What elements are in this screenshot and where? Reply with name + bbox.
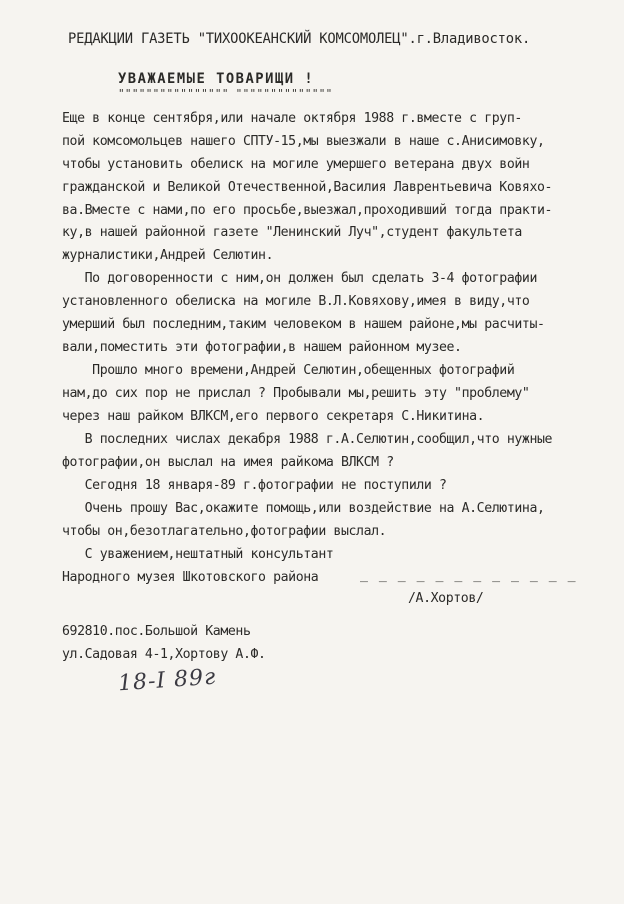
body-line: фотографии,он выслал на имея райкома ВЛКСМ ? — [62, 455, 394, 470]
sender-address-line: 692810.пос.Большой Камень — [62, 624, 251, 639]
sender-address-line: ул.Садовая 4-1,Хортову А.Ф. — [62, 647, 266, 662]
body-line: чтобы установить обелиск на могиле умершего ветерана двух войн — [62, 157, 530, 172]
signature-name: /А.Хортов/ — [408, 591, 484, 606]
addressee-header: РЕДАКЦИИ ГАЗЕТЬ "ТИХООКЕАНСКИЙ КОМСОМОЛЕЦ".г.Владивосток. — [68, 31, 531, 47]
body-line: ку,в нашей районной газете "Ленинский Луч",студент факультета — [62, 225, 522, 240]
body-line: журналистики,Андрей Селютин. — [62, 248, 274, 263]
body-line: пой комсомольцев нашего СПТУ-15,мы выезжали в наше с.Анисимовку, — [62, 134, 545, 149]
body-line: Еще в конце сентября,или начале октября 1988 г.вместе с груп- — [62, 111, 522, 126]
body-line: через наш райком ВЛКСМ,его первого секретаря С.Никитина. — [62, 409, 485, 424]
body-line: По договоренности с ним,он должен был сделать 3-4 фотографии — [62, 271, 537, 286]
body-line: Сегодня 18 января-89 г.фотографии не поступили ? — [62, 478, 447, 493]
body-line: гражданской и Великой Отечественной,Василия Лаврентьевича Ковяхо- — [62, 180, 553, 195]
museum-line: Народного музея Шкотовского района — [62, 570, 319, 585]
greeting: УВАЖАЕМЫЕ ТОВАРИЩИ ! — [118, 71, 315, 87]
body-line: ва.Вместе с нами,по его просьбе,выезжал,проходивший тогда практи- — [62, 203, 553, 218]
greeting-underline: """""""""""""""" """""""""""""" — [118, 87, 333, 100]
body-line: нам,до сих пор не прислал ? Пробывали мы,решить эту "проблему" — [62, 386, 530, 401]
handwritten-date-note: 18-I 89г — [117, 664, 217, 697]
body-line: чтобы он,безотлагательно,фотографии выслал. — [62, 524, 387, 539]
body-line: умерший был последним,таким человеком в нашем районе,мы расчиты- — [62, 317, 545, 332]
body-line: вали,поместить эти фотографии,в нашем районном музее. — [62, 340, 462, 355]
body-line: В последних числах декабря 1988 г.А.Селютин,сообщил,что нужные — [62, 432, 553, 447]
closing-line: С уважением,нештатный консультант — [62, 547, 334, 562]
body-line: Очень прошу Вас,окажите помощь,или воздействие на А.Селютина, — [62, 501, 545, 516]
signature-blank: _ _ _ _ _ _ _ _ _ _ _ _ — [360, 568, 578, 583]
body-line: установленного обелиска на могиле В.Л.Ковяхову,имея в виду,что — [62, 294, 530, 309]
body-line: Прошло много времени,Андрей Селютин,обещенных фотографий — [62, 363, 515, 378]
